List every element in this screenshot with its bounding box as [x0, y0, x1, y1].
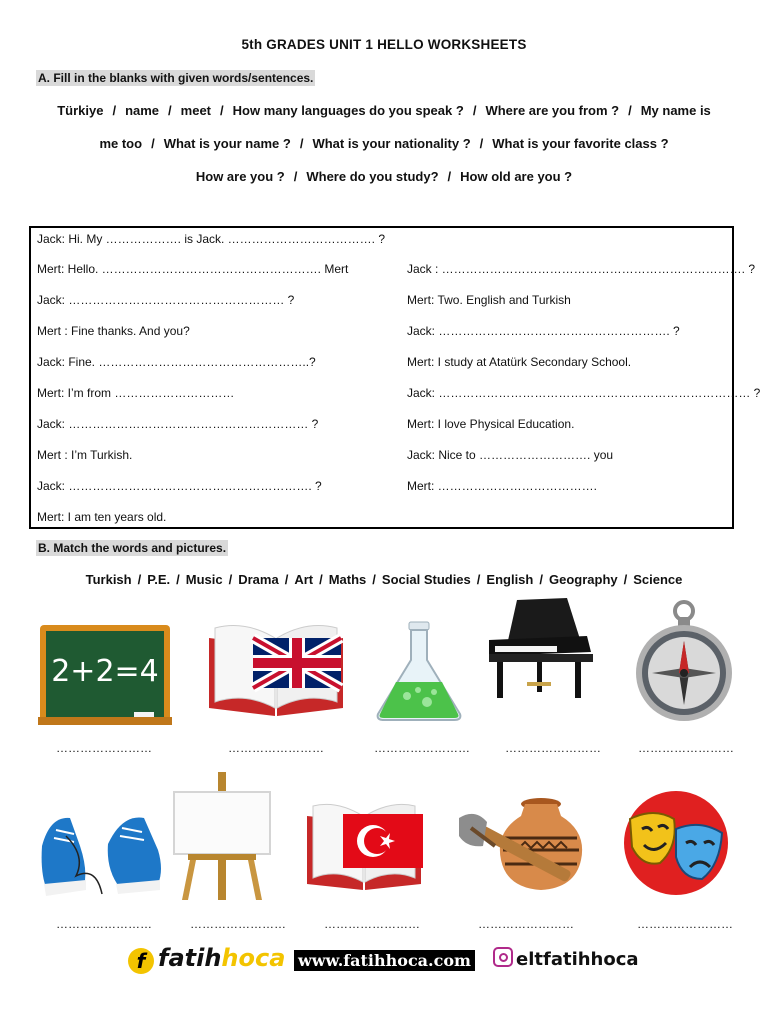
turkish-book-picture: [303, 798, 425, 896]
answer-blank[interactable]: ……………………: [505, 741, 601, 755]
instagram-handle[interactable]: eltfatihhoca: [493, 947, 639, 970]
footer: [0, 944, 768, 980]
answer-blank[interactable]: ……………………: [638, 741, 734, 755]
word-bank-line-1: Türkiye / name / meet / How many languages do you speak ? / Where are you from ? / My name is: [57, 103, 711, 118]
word-bank-item: What is your favorite class ?: [492, 136, 669, 151]
art-easel-picture: [170, 770, 274, 902]
word-bank-item: me too: [99, 136, 143, 151]
dialog-line-right: Jack: …………………………………………………………………… ?: [407, 386, 761, 400]
science-flask-picture: [372, 620, 466, 724]
dialog-line-left: Jack: Hi. My ………………. is Jack. ………………………………. ?: [37, 232, 386, 246]
word-bank-line-2: me too / What is your name ? / What is your nationality ? / What is your favorite class ?: [99, 136, 669, 151]
answer-blank[interactable]: ……………………: [228, 741, 324, 755]
drama-masks-picture: [620, 789, 732, 897]
page-title: 5th GRADES UNIT 1 HELLO WORKSHEETS: [241, 37, 527, 52]
uk-flag-icon: [253, 638, 341, 688]
subjects-word-bank: Turkish / P.E. / Music / Drama / Art / Maths / Social Studies / English / Geography / Science: [85, 572, 683, 587]
dialog-line-left: Mert: I am ten years old.: [37, 510, 167, 524]
word-bank-item: What is your name ?: [163, 136, 291, 151]
dialog-line-left: Jack: …………………………………………………… ?: [37, 417, 319, 431]
dialog-line-right: Mert: I study at Atatürk Secondary School.: [407, 355, 632, 369]
answer-blank[interactable]: ……………………: [478, 917, 574, 931]
subject-item: Drama: [238, 572, 279, 587]
word-bank-item: How many languages do you speak ?: [232, 103, 464, 118]
dialog-line-right: Jack: …………………………………………………. ?: [407, 324, 680, 338]
turkish-flag-icon: [343, 814, 423, 868]
word-bank-item: name: [125, 103, 160, 118]
brand-badge-icon: f: [128, 948, 154, 974]
dialog-line-left: Mert : Fine thanks. And you?: [37, 324, 190, 338]
music-piano-picture: [487, 596, 601, 704]
dialog-line-right: Jack : …………………………………………………………………. ?: [407, 262, 756, 276]
subject-item: Turkish: [85, 572, 132, 587]
website-link[interactable]: www.fatihhoca.com: [294, 950, 475, 971]
word-bank-item: Türkiye: [57, 103, 104, 118]
dialog-line-left: Jack: Fine. ……………………………………………..?: [37, 355, 316, 369]
word-bank-item: Where do you study?: [306, 169, 439, 184]
social-studies-artifacts-picture: [453, 788, 585, 900]
subject-item: English: [486, 572, 534, 587]
chalkboard-picture: [38, 623, 172, 727]
chalkboard-text: 2+2=4: [51, 654, 159, 689]
word-bank-item: My name is: [640, 103, 711, 118]
dialog-line-left: Jack: ……………………………………………… ?: [37, 293, 295, 307]
answer-blank[interactable]: ……………………: [637, 917, 733, 931]
subject-item: Science: [633, 572, 683, 587]
word-bank-line-3: How are you ? / Where do you study? / How old are you ?: [195, 169, 573, 184]
dialog-line-right: Mert: ………………………………….: [407, 479, 598, 493]
subject-item: Social Studies: [381, 572, 471, 587]
answer-blank[interactable]: ……………………: [324, 917, 420, 931]
answer-blank[interactable]: ……………………: [56, 741, 152, 755]
geography-compass-picture: [632, 597, 736, 723]
dialog-line-left: Mert: I’m from …………………………: [37, 386, 235, 400]
brand-logo: f fatihhoca: [128, 944, 285, 974]
dialog-line-left: Jack: ……………………………………………………. ?: [37, 479, 322, 493]
answer-blank[interactable]: ……………………: [374, 741, 470, 755]
section-a-heading: A. Fill in the blanks with given words/sentences.: [38, 71, 314, 85]
subject-item: Art: [294, 572, 314, 587]
instagram-icon: [493, 947, 513, 967]
subject-item: P.E.: [147, 572, 171, 587]
word-bank-item: How are you ?: [195, 169, 285, 184]
dialog-line-left: Mert : I’m Turkish.: [37, 448, 133, 462]
answer-blank[interactable]: ……………………: [56, 917, 152, 931]
word-bank-item: meet: [180, 103, 212, 118]
dialog-line-right: Mert: I love Physical Education.: [407, 417, 575, 431]
dialog-line-right: Mert: Two. English and Turkish: [407, 293, 571, 307]
pe-sneakers-picture: [36, 806, 166, 900]
word-bank-item: How old are you ?: [460, 169, 573, 184]
subject-item: Geography: [548, 572, 618, 587]
english-book-picture: [205, 616, 347, 722]
word-bank-item: Where are you from ?: [485, 103, 620, 118]
word-bank-item: What is your nationality ?: [312, 136, 471, 151]
answer-blank[interactable]: ……………………: [190, 917, 286, 931]
subject-item: Maths: [328, 572, 367, 587]
subject-item: Music: [185, 572, 223, 587]
section-b-heading: B. Match the words and pictures.: [38, 541, 227, 555]
dialog-line-right: Jack: Nice to ………………………. you: [407, 448, 614, 462]
dialog-line-left: Mert: Hello. ………………………………………………. Mert: [37, 262, 349, 276]
